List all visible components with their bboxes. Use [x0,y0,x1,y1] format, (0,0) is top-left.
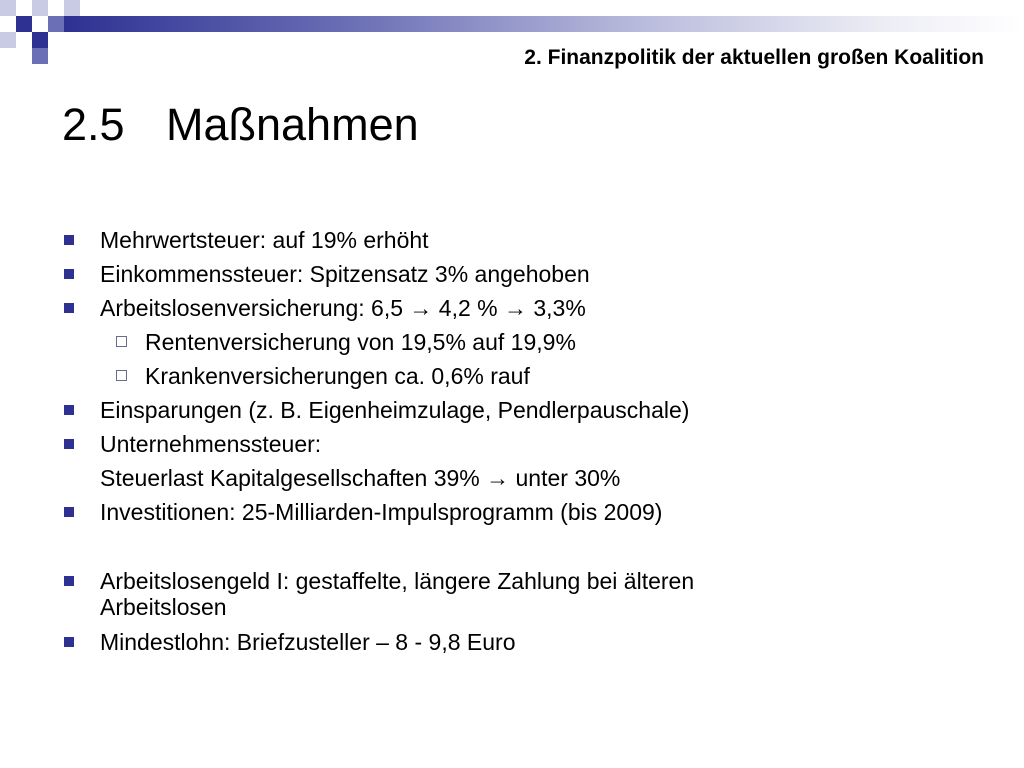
bullet-marker [64,439,74,449]
bullet-marker [64,405,74,415]
sub-bullet-marker [116,336,127,347]
bullet-marker [64,235,74,245]
bullet-continuation: Steuerlast Kapitalgesellschaften 39% → unter 30% [100,465,621,491]
bullet-item: Investitionen: 25-Milliarden-Impulsprogramm (bis 2009) [100,499,663,525]
bullet-item: Arbeitslosenversicherung: 6,5 → 4,2 % → 3,3% [100,295,586,321]
bullet-item: Einsparungen (z. B. Eigenheimzulage, Pendlerpauschale) [100,397,690,423]
bullet-item: Mehrwertsteuer: auf 19% erhöht [100,227,429,253]
bullet-marker [64,576,74,586]
slide-title-text: Maßnahmen [166,99,419,150]
slide-number: 2.5 [62,99,125,150]
bullet-marker [64,637,74,647]
bullet-marker [64,269,74,279]
sub-bullet-item: Krankenversicherungen ca. 0,6% rauf [145,363,530,389]
sub-bullet-item: Rentenversicherung von 19,5% auf 19,9% [145,329,576,355]
bullet-item: Mindestlohn: Briefzusteller – 8 - 9,8 Euro [100,629,516,655]
bullet-marker [64,507,74,517]
bullet-item: Arbeitslosengeld I: gestaffelte, längere Zahlung bei älteren [100,568,695,594]
bullet-continuation: Arbeitslosen [100,594,227,620]
bullet-item: Einkommenssteuer: Spitzensatz 3% angehoben [100,261,590,287]
bullet-item: Unternehmenssteuer: [100,431,322,457]
sub-bullet-marker [116,370,127,381]
section-header: 2. Finanzpolitik der aktuellen großen Koalition [524,46,984,69]
bullet-marker [64,303,74,313]
